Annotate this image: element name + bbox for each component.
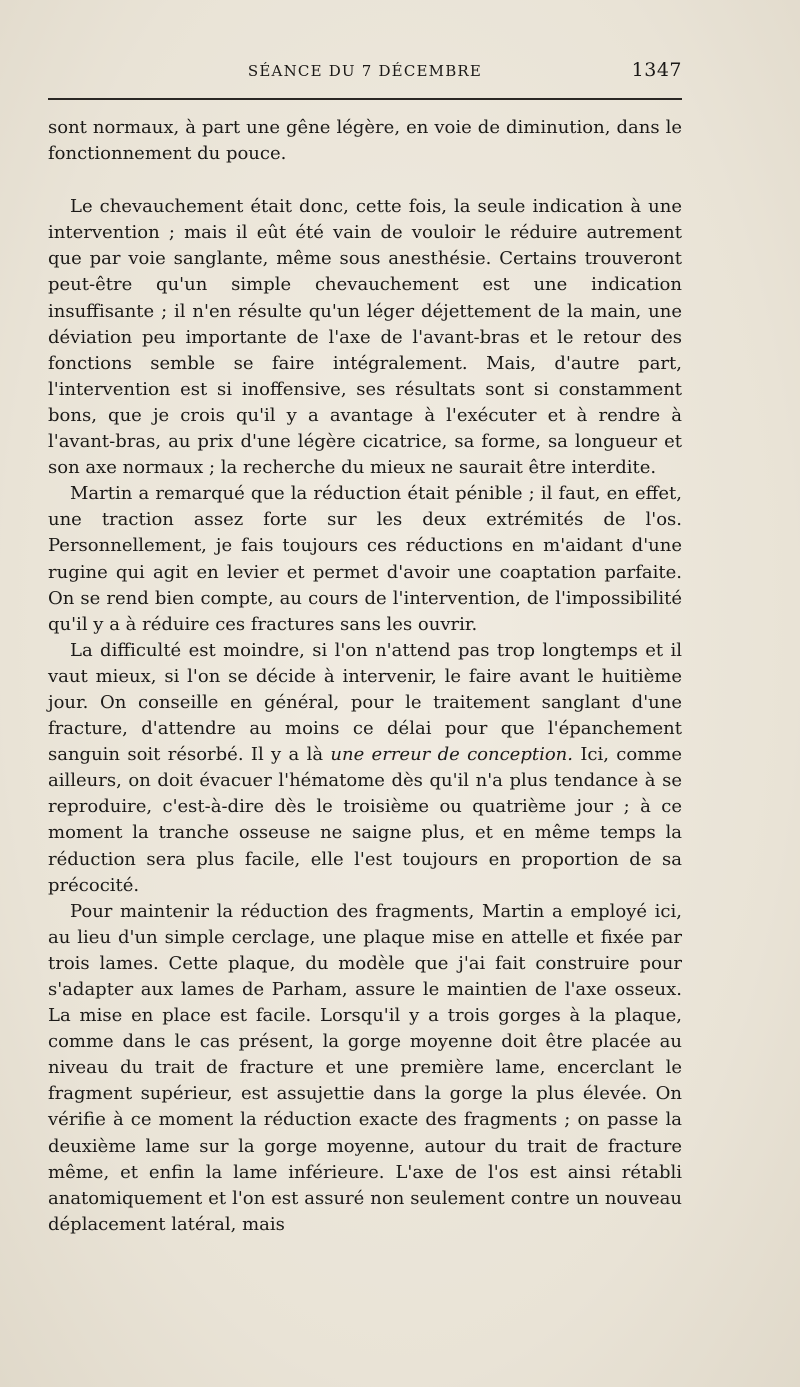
page-number: 1347: [631, 59, 682, 81]
paragraph-text: La difficulté est moindre, si l'on n'attend pas trop longtemps et il vaut mieux, si l'on se décide à intervenir, le faire avant le huitième jour. On conseille en général, pour le traitement sanglant d'une fracture, d'attendre au moins ce délai pour que l'épanchement sanguin soit résorbé. Il y a là: [48, 639, 682, 766]
page-header: [48, 58, 682, 88]
paragraph: [48, 194, 682, 481]
body-text: [48, 115, 682, 1238]
header-rule: [48, 98, 682, 100]
italic-emphasis: une erreur de conception.: [330, 744, 573, 766]
paragraph: [48, 899, 682, 1238]
paragraph: [48, 638, 682, 899]
paragraph-text: Le chevauchement était donc, cette fois, la seule indication à une intervention ; mais il eût été vain de vouloir le réduire autrement que par voie sanglante, même sous anesthésie. Certains trouveront peut-être qu'un simple chevauchement est une indication insuffisante ; il n'en résulte qu'un léger déjettement de la main, une déviation peu importante de l'axe de l'avant-bras et le retour des fonctions semble se faire intégralement. Mais, d'autre part, l'intervention est si inoffensive, ses résultats sont si constamment bons, que je crois qu'il y a avantage à l'exécuter et à rendre à l'avant-bras, au prix d'une légère cicatrice, sa forme, sa longueur et son axe normaux ; la recherche du mieux ne saurait être interdite.: [48, 196, 682, 479]
paragraph-text: Martin a remarqué que la réduction était pénible ; il faut, en effet, une traction assez forte sur les deux extrémités de l'os. Personnellement, je fais toujours ces réductions en m'aidant d'une rugine qui agit en levier et permet d'avoir une coaptation parfaite. On se rend bien compte, au cours de l'intervention, de l'impossibilité qu'il y a à réduire ces fractures sans les ouvrir.: [48, 483, 682, 635]
paragraph-continued: [48, 115, 682, 167]
running-title: SÉANCE DU 7 DÉCEMBRE: [247, 62, 483, 80]
paragraph-text: Pour maintenir la réduction des fragments, Martin a employé ici, au lieu d'un simple cerclage, une plaque mise en attelle et fixée par trois lames. Cette plaque, du modèle que j'ai fait construire pour s'adapter aux lames de Parham, assure le maintien de l'axe osseux. La mise en place est facile. Lorsqu'il y a trois gorges à la plaque, comme dans le cas présent, la gorge moyenne doit être placée au niveau du trait de fracture et une première lame, encerclant le fragment supérieur, est assujettie dans la gorge la plus élevée. On vérifie à ce moment la réduction exacte des fragments ; on passe la deuxième lame sur la gorge moyenne, autour du trait de fracture même, et enfin la lame inférieure. L'axe de l'os est ainsi rétabli anatomiquement et l'on est assuré non seulement contre un nouveau déplacement latéral, mais: [48, 900, 682, 1235]
paragraph-text: sont normaux, à part une gêne légère, en voie de diminution, dans le fonctionnement du pouce.: [48, 117, 682, 165]
paragraph-text: Ici, comme ailleurs, on doit évacuer l'hématome dès qu'il n'a plus tendance à se reproduire, c'est-à-dire dès le troisième ou quatrième jour ; à ce moment la tranche osseuse ne saigne plus, et en même temps la réduction sera plus facile, elle l'est toujours en proportion de sa précocité.: [48, 744, 683, 896]
paragraph: [48, 481, 682, 638]
